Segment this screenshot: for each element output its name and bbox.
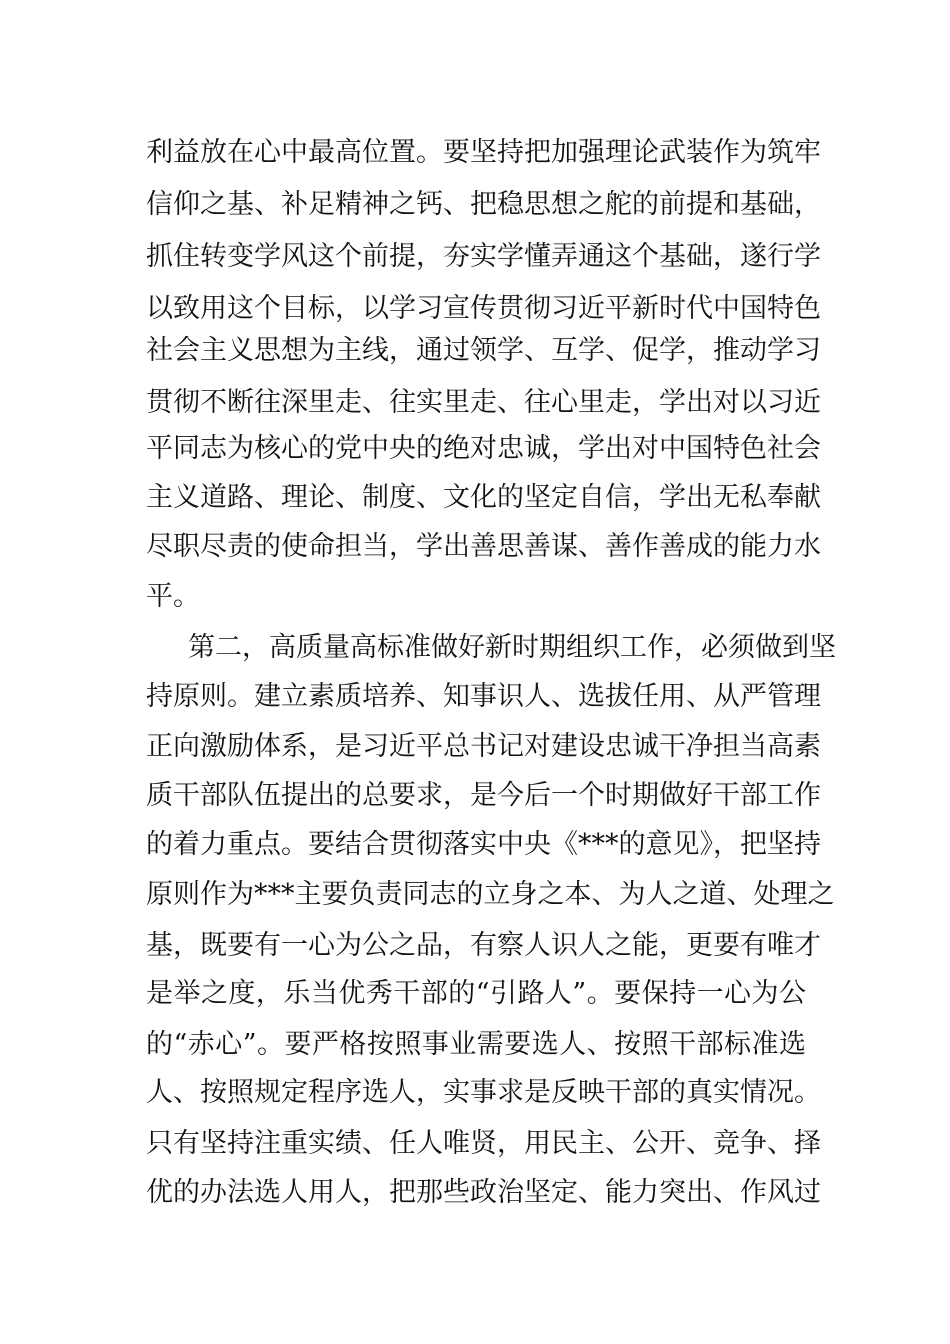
text-line: 贯彻不断往深里走、往实里走、往心里走，学出对以习近 bbox=[146, 387, 821, 418]
text-line: 基，既要有一心为公之品，有察人识人之能，更要有唯才 bbox=[146, 930, 821, 961]
text-line: 是举之度，乐当优秀干部的“引路人”。要保持一心为公 bbox=[146, 978, 806, 1009]
text-line: 原则作为***主要负责同志的立身之本、为人之道、处理之 bbox=[146, 879, 835, 910]
paragraph-first-line: 第二，高质量高标准做好新时期组织工作，必须做到坚 bbox=[188, 632, 836, 663]
text-line: 人、按照规定程序选人，实事求是反映干部的真实情况。 bbox=[146, 1077, 821, 1108]
text-line: 优的办法选人用人，把那些政治坚定、能力突出、作风过 bbox=[146, 1177, 821, 1208]
text-line: 利益放在心中最高位置。要坚持把加强理论武装作为筑牢 bbox=[146, 137, 821, 168]
text-line: 主义道路、理论、制度、文化的坚定自信，学出无私奉献 bbox=[146, 482, 821, 513]
text-line: 持原则。建立素质培养、知事识人、选拔任用、从严管理 bbox=[146, 681, 821, 712]
text-line: 社会主义思想为主线，通过领学、互学、促学，推动学习 bbox=[146, 335, 821, 366]
text-line: 尽职尽责的使命担当，学出善思善谋、善作善成的能力水 bbox=[146, 531, 821, 562]
text-line: 抓住转变学风这个前提，夯实学懂弄通这个基础，遂行学 bbox=[146, 241, 821, 272]
text-line: 只有坚持注重实绩、任人唯贤，用民主、公开、竞争、择 bbox=[146, 1128, 821, 1159]
text-line: 平同志为核心的党中央的绝对忠诚，学出对中国特色社会 bbox=[146, 433, 821, 464]
text-line: 质干部队伍提出的总要求，是今后一个时期做好干部工作 bbox=[146, 780, 821, 811]
text-line: 信仰之基、补足精神之钙、把稳思想之舵的前提和基础， bbox=[146, 189, 821, 220]
text-line: 平。 bbox=[146, 581, 200, 612]
text-line: 以致用这个目标，以学习宣传贯彻习近平新时代中国特色 bbox=[146, 293, 821, 324]
text-line: 的“赤心”。要严格按照事业需要选人、按照干部标准选 bbox=[146, 1029, 806, 1060]
text-line: 的着力重点。要结合贯彻落实中央《***的意见》，把坚持 bbox=[146, 829, 821, 860]
text-line: 正向激励体系，是习近平总书记对建设忠诚干净担当高素 bbox=[146, 731, 821, 762]
